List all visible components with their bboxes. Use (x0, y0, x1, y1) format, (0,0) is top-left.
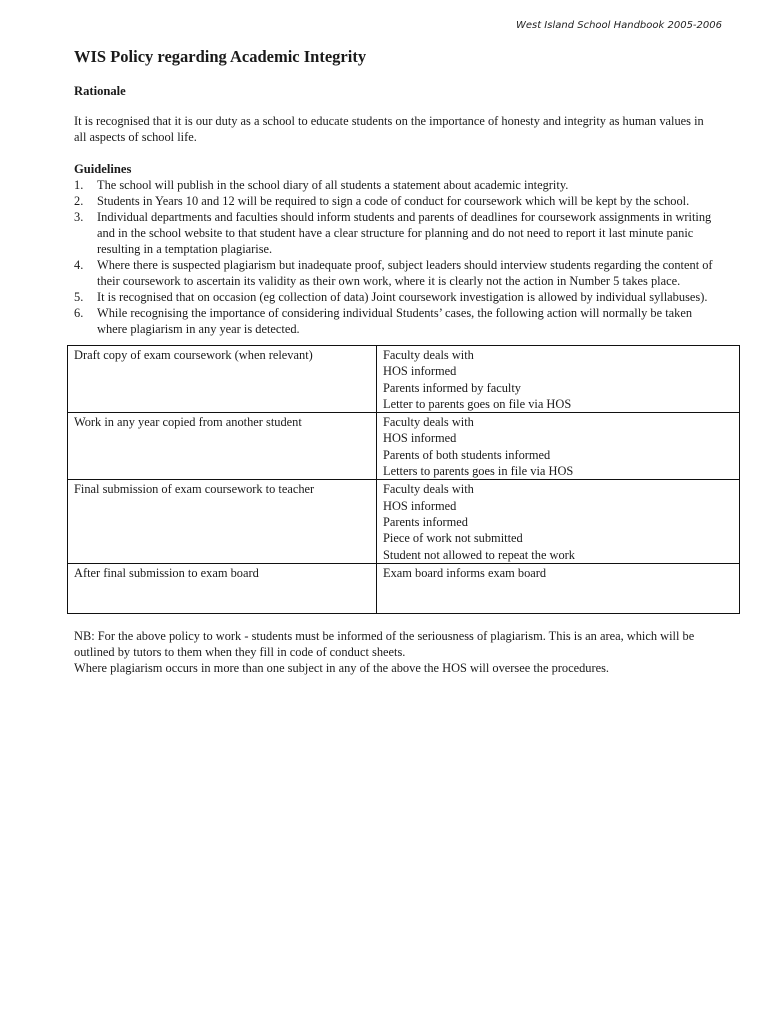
action-line: Parents of both students informed (383, 447, 551, 462)
action-line: HOS informed (383, 498, 457, 513)
guideline-number: 1. (74, 178, 84, 192)
action-line: Exam board informs exam board (383, 565, 547, 580)
guideline-item (74, 257, 724, 289)
guideline-text: Individual departments and faculties should inform students and parents of deadlines for coursework assignments in writing and in the school website to that student have a clear structure for planning and do not need to report it last minute panic resulting in a temptation plagiarise. (97, 210, 712, 256)
action-line: Faculty deals with (383, 348, 474, 362)
note-text: NB: For the above policy to work - students must be informed of the seriousness of plagiarism. This is an area, which will be outlined by tutors to them when they fill in code of conduct sheets. (74, 628, 695, 659)
actions-cell (377, 413, 740, 480)
table-row (68, 346, 740, 413)
case-cell: Work in any year copied from another student (68, 413, 377, 480)
action-line: Letter to parents goes on file via HOS (383, 396, 572, 411)
guideline-item (74, 305, 724, 337)
actions-cell (377, 480, 740, 563)
guidelines-list (74, 177, 724, 337)
guideline-number: 6. (74, 306, 84, 320)
guideline-item (74, 177, 724, 193)
actions-cell (377, 346, 740, 413)
page-title: WIS Policy regarding Academic Integrity (74, 47, 367, 66)
guidelines-heading: Guidelines (74, 162, 132, 176)
action-line: Student not allowed to repeat the work (383, 547, 576, 562)
guideline-text: Where there is suspected plagiarism but inadequate proof, subject leaders should interview students regarding the content of their coursework to ascertain its validity as their own work, where it is clearly not the action in Number 5 takes place. (97, 258, 713, 288)
rationale-text: It is recognised that it is our duty as a school to educate students on the importance of honesty and integrity as human values in all aspects of school life. (74, 114, 704, 144)
rationale-heading: Rationale (74, 84, 126, 98)
guideline-item (74, 193, 724, 209)
case-cell: Draft copy of exam coursework (when relevant) (68, 346, 377, 413)
action-line: HOS informed (383, 431, 457, 446)
guideline-item (74, 209, 724, 257)
guideline-number: 2. (74, 194, 84, 208)
table-row (68, 563, 740, 613)
guideline-text: The school will publish in the school diary of all students a statement about academic integrity. (97, 178, 569, 192)
case-cell: After final submission to exam board (68, 563, 377, 613)
table-row (68, 480, 740, 563)
note-text: Where plagiarism occurs in more than one subject in any of the above the HOS will oversee the procedures. (74, 660, 610, 675)
case-cell: Final submission of exam coursework to teacher (68, 480, 377, 563)
document-header: West Island School Handbook 2005-2006 (515, 20, 722, 31)
guideline-item (74, 289, 724, 305)
action-line: Piece of work not submitted (383, 531, 523, 546)
actions-table (67, 345, 740, 614)
table-row (68, 413, 740, 480)
note-section (74, 628, 724, 676)
guideline-text: While recognising the importance of considering individual Students’ cases, the following action will normally be taken where plagiarism in any year is detected. (97, 306, 693, 336)
action-line: Parents informed (383, 514, 468, 529)
action-line: Parents informed by faculty (383, 380, 521, 395)
guideline-number: 5. (74, 290, 84, 304)
actions-cell (377, 563, 740, 613)
action-line: HOS informed (383, 364, 457, 379)
guideline-number: 4. (74, 258, 84, 272)
action-line: Letters to parents goes in file via HOS (383, 464, 574, 479)
guideline-number: 3. (74, 210, 84, 224)
guideline-text: Students in Years 10 and 12 will be required to sign a code of conduct for coursework which will be kept by the school. (97, 194, 690, 208)
action-line: Faculty deals with (383, 482, 474, 497)
action-line: Faculty deals with (383, 415, 474, 430)
page-content (74, 46, 724, 676)
guideline-text: It is recognised that on occasion (eg collection of data) Joint coursework investigation is allowed by individual syllabuses). (97, 290, 708, 304)
